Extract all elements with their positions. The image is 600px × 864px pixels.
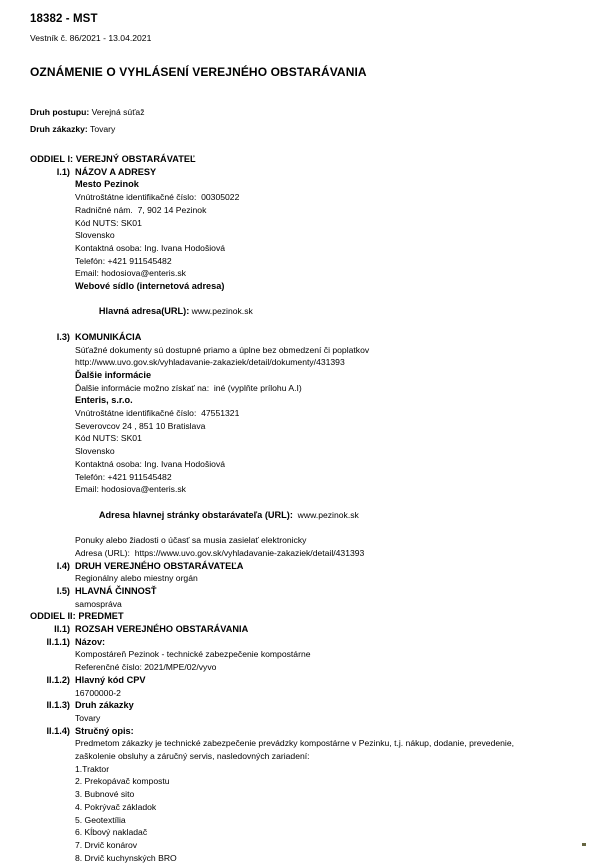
- clause-ii1-body: [75, 623, 600, 636]
- clause-i1: [0, 166, 600, 331]
- i3-nuts-code: Kód NUTS: SK01: [75, 433, 142, 444]
- list-item: 3. Bubnové sito: [75, 789, 135, 800]
- clause-ii1: [0, 623, 600, 636]
- i1-organisation-name: Mesto Pezinok: [75, 179, 139, 190]
- i1-nuts-code: Kód NUTS: SK01: [75, 217, 142, 228]
- i1-phone: Telefón: +421 911545482: [75, 255, 172, 266]
- clause-i5-title: HLAVNÁ ČINNOSŤ: [75, 585, 157, 596]
- clause-i4-body: [75, 560, 600, 585]
- clause-ii12-number: II.1.2): [46, 674, 70, 685]
- i1-postal-address: Radničné nám. 7, 902 14 Pezinok: [75, 204, 207, 215]
- i1-main-address-value: www.pezinok.sk: [191, 306, 253, 317]
- clause-i4: [0, 560, 600, 585]
- clause-i3-number: I.3): [56, 331, 70, 342]
- procedure-type-row: [30, 107, 145, 117]
- clause-i1-number: I.1): [56, 166, 70, 177]
- list-item: 6. Kĺbový nakladač: [75, 827, 148, 838]
- clause-i5: [0, 585, 600, 610]
- contract-type-row: [30, 124, 115, 134]
- i4-value: Regionálny alebo miestny orgán: [75, 573, 198, 584]
- i1-registration-number: Vnútroštátne identifikačné číslo: 00305022: [75, 192, 240, 203]
- bulletin-reference: Vestník č. 86/2021 - 13.04.2021: [30, 33, 152, 43]
- i3-more-info-heading: Ďalšie informácie: [75, 369, 152, 380]
- clause-ii11: [0, 636, 600, 674]
- document-id: 18382 - MST: [30, 13, 98, 25]
- clause-ii13: [0, 699, 600, 724]
- document-body: [0, 153, 600, 864]
- i1-main-address-row: [75, 293, 554, 331]
- clause-i5-body: [75, 585, 600, 610]
- i3-buyer-url-row: [75, 496, 554, 534]
- i3-submission-url[interactable]: Adresa (URL): https://www.uvo.gov.sk/vyhladavanie-zakaziek/detail/431393: [75, 547, 365, 558]
- clause-i3-title: KOMUNIKÁCIA: [75, 331, 142, 342]
- list-item: 2. Prekopávač kompostu: [75, 776, 170, 787]
- list-item: 1.Traktor: [75, 763, 110, 774]
- i3-registration-number: Vnútroštátne identifikačné číslo: 47551321: [75, 408, 240, 419]
- i3-submission-line: Ponuky alebo žiadosti o účasť sa musia zasielať elektronicky: [75, 535, 307, 546]
- clause-ii12: [0, 674, 600, 699]
- clause-ii12-title: Hlavný kód CPV: [75, 674, 146, 685]
- clause-i1-body: [75, 166, 600, 331]
- i3-documents-url[interactable]: http://www.uvo.gov.sk/vyhladavanie-zakaziek/detail/dokumenty/431393: [75, 357, 345, 368]
- i1-country: Slovensko: [75, 230, 115, 241]
- clause-ii11-body: [75, 636, 600, 674]
- page-artifact-mark: [582, 843, 586, 846]
- procedure-type-value: Verejná súťaž: [91, 107, 145, 117]
- i3-email: Email: hodosiova@enteris.sk: [75, 484, 186, 495]
- i5-value: samospráva: [75, 598, 122, 609]
- i1-main-address-label: Hlavná adresa(URL):: [98, 306, 190, 317]
- i3-country: Slovensko: [75, 446, 115, 457]
- clause-ii1-number: II.1): [54, 624, 70, 635]
- list-item: 8. Drvič kuchynských BRO: [75, 852, 177, 863]
- clause-i3: [0, 331, 600, 560]
- i3-documents-availability: Súťažné dokumenty sú dostupné priamo a úplne bez obmedzení či poplatkov: [75, 344, 370, 355]
- i3-organisation-name: Enteris, s.r.o.: [75, 395, 133, 406]
- ii13-contract-type-value: Tovary: [75, 712, 101, 723]
- i3-contact-person: Kontaktná osoba: Ing. Ivana Hodošiová: [75, 458, 226, 469]
- clause-i4-number: I.4): [56, 560, 70, 571]
- ii11-reference-number: Referenčné číslo: 2021/MPE/02/vyvo: [75, 662, 217, 673]
- ii14-description-paragraph: Predmetom zákazky je technické zabezpečenie prevádzky kompostárne v Pezinku, t.j. nákup, dodanie, prevedenie, zaškolenie obsluhy a záručný servis, nasledovných zariadení:: [75, 738, 515, 762]
- list-item: 5. Geotextília: [75, 814, 126, 825]
- page-title: OZNÁMENIE O VYHLÁSENÍ VEREJNÉHO OBSTARÁVANIA: [30, 65, 367, 79]
- i1-email: Email: hodosiova@enteris.sk: [75, 268, 186, 279]
- ii11-contract-name: Kompostáreň Pezinok - technické zabezpečenie kompostárne: [75, 649, 311, 660]
- contract-type-label: Druh zákazky:: [30, 124, 88, 134]
- clause-ii1-title: ROZSAH VEREJNÉHO OBSTARÁVANIA: [75, 624, 249, 635]
- i3-postal-address: Severovcov 24 , 851 10 Bratislava: [75, 420, 206, 431]
- clause-ii14-title: Stručný opis:: [75, 725, 134, 736]
- clause-ii12-body: [75, 674, 600, 699]
- clause-i4-title: DRUH VEREJNÉHO OBSTARÁVATEĽA: [75, 560, 244, 571]
- clause-ii14-number: II.1.4): [46, 725, 70, 736]
- clause-i3-body: [75, 331, 600, 560]
- i3-buyer-url-value[interactable]: www.pezinok.sk: [297, 509, 359, 520]
- clause-i5-number: I.5): [56, 585, 70, 596]
- section-heading-i: ODDIEL I: VEREJNÝ OBSTARÁVATEĽ: [30, 154, 196, 164]
- clause-ii13-body: [75, 699, 600, 724]
- list-item: 7. Drvič konárov: [75, 839, 138, 850]
- contract-type-value: Tovary: [90, 124, 116, 134]
- procedure-type-label: Druh postupu:: [30, 107, 90, 117]
- clause-ii11-number: II.1.1): [46, 636, 70, 647]
- i1-contact-person: Kontaktná osoba: Ing. Ivana Hodošiová: [75, 242, 226, 253]
- section-heading-ii: ODDIEL II: PREDMET: [30, 611, 124, 622]
- ii12-cpv-code: 16700000-2: [75, 687, 121, 698]
- ii14-equipment-list: [75, 763, 554, 864]
- list-item: 4. Pokrývač základok: [75, 801, 157, 812]
- clause-i1-title: NÁZOV A ADRESY: [75, 166, 157, 177]
- i3-phone: Telefón: +421 911545482: [75, 471, 172, 482]
- i3-more-info-line: Ďalšie informácie možno získať na: iné (vyplňte prílohu A.I): [75, 382, 302, 393]
- clause-ii14-body: [75, 725, 600, 864]
- clause-ii14: [0, 725, 600, 864]
- i1-website-heading: Webové sídlo (internetová adresa): [75, 281, 225, 292]
- i3-buyer-url-label: Adresa hlavnej stránky obstarávateľa (URL):: [98, 509, 293, 520]
- clause-ii11-title: Názov:: [75, 636, 106, 647]
- clause-ii13-number: II.1.3): [46, 700, 70, 711]
- clause-ii13-title: Druh zákazky: [75, 700, 134, 711]
